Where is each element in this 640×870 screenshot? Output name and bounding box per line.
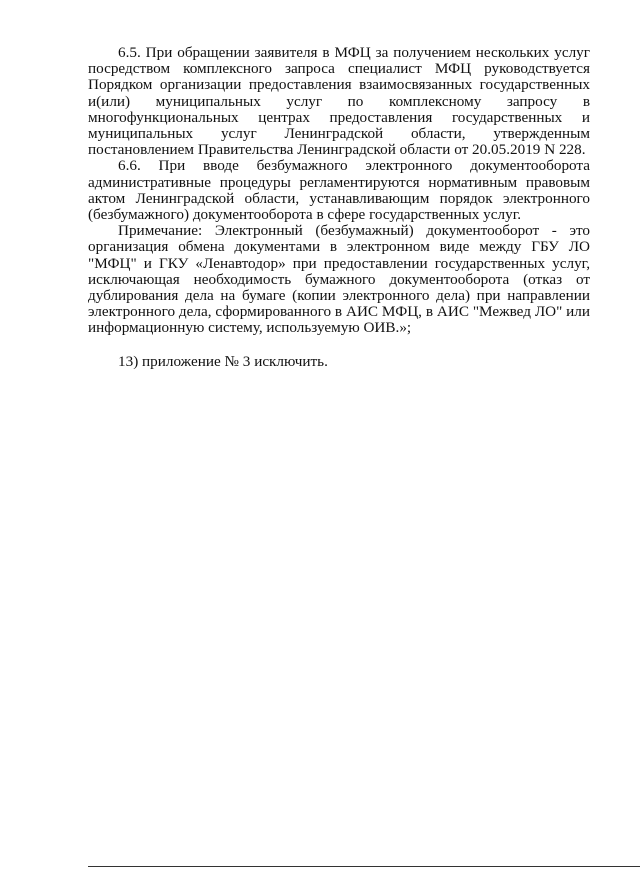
document-body <box>88 45 590 370</box>
paragraph-6-6: 6.6. При вводе безбумажного электронного документооборота административные процедуры регламентируются нормативным правовым актом Ленинградской области, устанавливающим порядок электронного (безбумажного) документооборота в сфере государственных услуг. <box>88 157 590 224</box>
paragraph-6-5: 6.5. При обращении заявителя в МФЦ за получением нескольких услуг посредством комплексного запроса специалист МФЦ руководствуется Порядком организации предоставления взаимосвязанных государственных и(или) муниципальных услуг по комплексному запросу в многофункциональных центрах предоставления государственных и муниципальных услуг Ленинградской области, утвержденным постановлением Правительства Ленинградской области от 20.05.2019 N 228. <box>88 44 590 159</box>
paragraph-note: Примечание: Электронный (безбумажный) документооборот - это организация обмена документами в электронном виде между ГБУ ЛО "МФЦ" и ГКУ «Ленавтодор» при предоставлении государственных услуг, исключающая необходимость бумажного документооборота (отказ от дублирования дела на бумаге (копии электронного дела) при направлении электронного дела, сформированного в АИС МФЦ, в АИС "Межвед ЛО" или информационную систему, используемую ОИВ.»; <box>88 222 590 337</box>
paragraph-item-13: 13) приложение № 3 исключить. <box>118 352 328 370</box>
page-bottom-edge <box>88 866 640 867</box>
